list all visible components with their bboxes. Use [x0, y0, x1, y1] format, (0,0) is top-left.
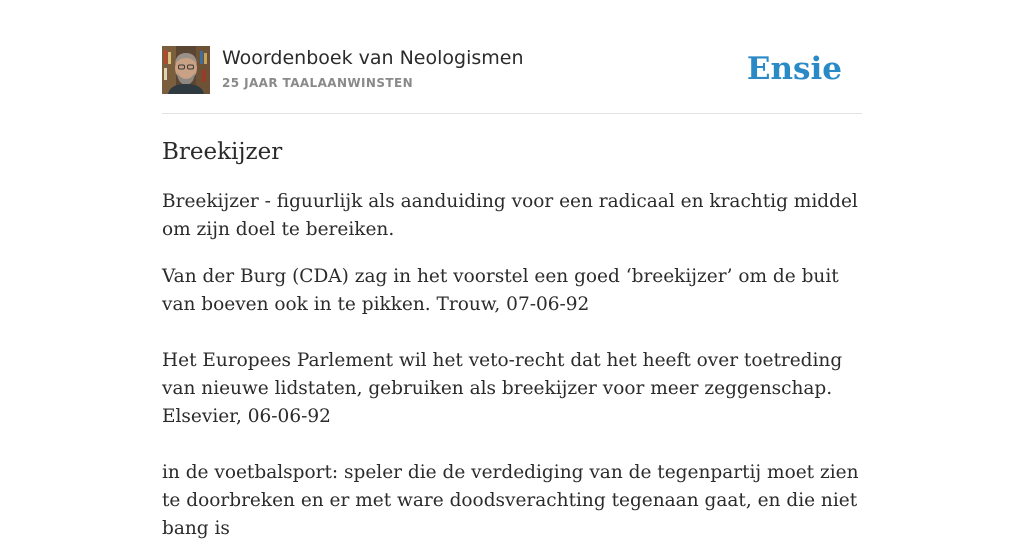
entry-quote: Van der Burg (CDA) zag in het voorstel een goed ‘breekijzer’ om de buit van boeven ook in te pikken. Trouw, 07-06-92 [162, 266, 839, 315]
entry-quote: in de voetbalsport: speler die de verdediging van de tegenpartij moet zien te doorbreken en er met ware doodsverachting tegenaan gaat, en die niet bang is [162, 462, 859, 539]
ensie-logo[interactable]: Ensie [746, 51, 842, 87]
author-avatar[interactable] [162, 46, 210, 94]
header-divider [162, 113, 862, 114]
entry-title: Breekijzer [162, 139, 283, 165]
entry-definition: Breekijzer - figuurlijk als aanduiding voor een radicaal en krachtig middel om zijn doel te bereiken. [162, 191, 858, 240]
entry-content [162, 136, 862, 543]
site-subtitle: 25 JAAR TAALAANWINSTEN [222, 76, 414, 90]
entry-quote: Het Europees Parlement wil het veto-recht dat het heeft over toetreding van nieuwe lidstaten, gebruiken als breekijzer voor meer zeggenschap. Elsevier, 06-06-92 [162, 350, 843, 427]
brand-text [222, 46, 524, 91]
site-title[interactable]: Woordenboek van Neologismen [222, 47, 524, 69]
header [162, 46, 862, 96]
